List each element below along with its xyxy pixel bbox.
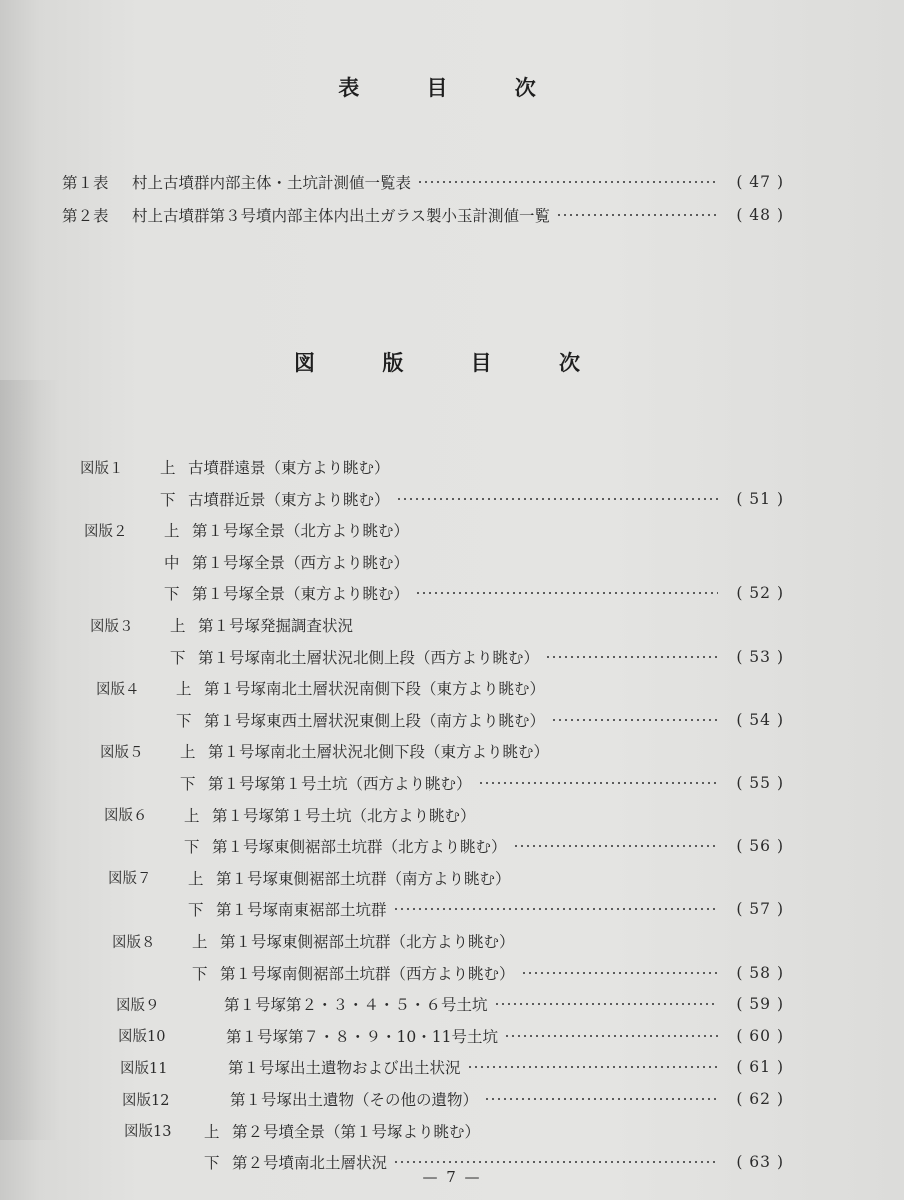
plate-code: 図版９ bbox=[116, 997, 160, 1014]
plate-code: 図版10 bbox=[118, 1029, 166, 1046]
leader-dots bbox=[545, 656, 718, 658]
page-reference: ( 47 ) bbox=[736, 173, 784, 191]
leader-dots bbox=[551, 719, 718, 721]
page-reference: ( 56 ) bbox=[736, 837, 784, 856]
page-reference: ( 60 ) bbox=[736, 1026, 784, 1045]
plate-caption: 第１号塚南北土層状況北側上段（西方より眺む） bbox=[198, 648, 540, 667]
plate-position: 下 bbox=[192, 964, 208, 983]
leader-dots bbox=[521, 972, 718, 974]
plate-entry bbox=[120, 1052, 784, 1082]
plate-caption: 第１号塚南東裾部土坑群 bbox=[216, 901, 387, 920]
plate-caption: 第２号墳全景（第１号塚より眺む） bbox=[232, 1122, 481, 1141]
plate-position: 中 bbox=[164, 553, 180, 572]
plate-position: 下 bbox=[188, 901, 204, 920]
plate-entry bbox=[90, 642, 784, 672]
plate-caption: 第１号塚南側裾部土坑群（西方より眺む） bbox=[220, 964, 515, 983]
leader-dots bbox=[484, 1098, 718, 1100]
leader-dots bbox=[393, 1161, 718, 1163]
plate-entry bbox=[108, 894, 784, 924]
plate-entry bbox=[112, 958, 784, 988]
plate-position: 上 bbox=[192, 933, 208, 951]
plate-position: 下 bbox=[180, 775, 196, 793]
plate-caption: 第１号塚第２・３・４・５・６号土坑 bbox=[224, 996, 488, 1015]
plate-caption: 第１号塚南北土層状況北側下段（東方より眺む） bbox=[208, 743, 550, 762]
plate-entry bbox=[84, 515, 784, 545]
plate-code: 図版11 bbox=[120, 1060, 168, 1077]
plate-entry bbox=[100, 736, 784, 766]
plate-position: 上 bbox=[160, 459, 176, 477]
leader-dots bbox=[556, 214, 718, 216]
plate-entry bbox=[112, 926, 784, 956]
plate-position: 上 bbox=[180, 743, 196, 762]
plate-entry bbox=[108, 863, 784, 893]
plate-caption: 第１号塚全景（北方より眺む） bbox=[192, 522, 410, 541]
plate-caption: 第１号塚出土遺物（その他の遺物） bbox=[230, 1091, 479, 1109]
plate-entry bbox=[104, 800, 784, 830]
plate-caption: 古墳群遠景（東方より眺む） bbox=[188, 459, 390, 477]
plate-entry bbox=[90, 610, 784, 640]
plate-code: 図版６ bbox=[104, 808, 148, 825]
plate-code: 図版５ bbox=[100, 744, 144, 761]
plate-caption: 第２号墳南北土層状況 bbox=[232, 1154, 388, 1173]
tables-heading: 表 目 次 bbox=[338, 75, 566, 100]
leader-dots bbox=[494, 1003, 718, 1005]
table-entry bbox=[62, 167, 784, 197]
plate-entry bbox=[96, 673, 784, 703]
plate-entry bbox=[80, 484, 784, 514]
plate-code: 図版８ bbox=[112, 934, 156, 951]
table-entry bbox=[62, 200, 784, 230]
table-title: 村上古墳群内部主体・土坑計測値一覧表 bbox=[132, 174, 412, 192]
page-reference: ( 51 ) bbox=[736, 489, 784, 508]
plate-position: 下 bbox=[170, 648, 186, 667]
plate-position: 下 bbox=[164, 585, 180, 604]
page-reference: ( 62 ) bbox=[736, 1090, 784, 1108]
plate-code: 図版２ bbox=[84, 523, 128, 540]
plate-code: 図版３ bbox=[90, 618, 134, 635]
page-reference: ( 59 ) bbox=[736, 995, 784, 1014]
page-reference: ( 63 ) bbox=[736, 1153, 784, 1172]
page-reference: ( 52 ) bbox=[736, 584, 784, 603]
page-edge-shadow bbox=[0, 380, 60, 1140]
table-number: 第１表 bbox=[62, 174, 109, 192]
plate-position: 上 bbox=[184, 806, 200, 825]
plate-caption: 第１号塚第１号土坑（北方より眺む） bbox=[212, 806, 476, 825]
plate-entry bbox=[80, 452, 784, 482]
plate-caption: 第１号塚東西土層状況東側上段（南方より眺む） bbox=[204, 711, 546, 730]
plate-entry bbox=[84, 547, 784, 577]
leader-dots bbox=[396, 498, 718, 500]
page-reference: ( 58 ) bbox=[736, 963, 784, 982]
plate-caption: 第１号塚南北土層状況南側下段（東方より眺む） bbox=[204, 680, 546, 699]
table-title: 村上古墳群第３号墳内部主体内出土ガラス製小玉計測値一覧 bbox=[132, 207, 551, 225]
leader-dots bbox=[415, 592, 718, 594]
plate-position: 上 bbox=[164, 522, 180, 541]
plate-entry bbox=[118, 1021, 784, 1051]
leader-dots bbox=[393, 908, 718, 910]
plate-entry bbox=[104, 831, 784, 861]
plate-entry bbox=[96, 705, 784, 735]
plate-caption: 第１号塚発掘調査状況 bbox=[198, 617, 354, 635]
plate-position: 上 bbox=[204, 1122, 220, 1141]
plate-position: 上 bbox=[188, 869, 204, 888]
plate-position: 上 bbox=[176, 680, 192, 699]
plates-heading: 図 版 目 次 bbox=[294, 350, 610, 375]
plate-position: 下 bbox=[160, 490, 176, 509]
plate-caption: 第１号塚第７・８・９・10・11号土坑 bbox=[226, 1027, 498, 1046]
plate-caption: 第１号塚全景（西方より眺む） bbox=[192, 553, 410, 572]
page-reference: ( 55 ) bbox=[736, 774, 784, 792]
plate-position: 上 bbox=[170, 617, 186, 635]
plate-code: 図版４ bbox=[96, 681, 140, 698]
plate-entry bbox=[84, 578, 784, 608]
plate-entry bbox=[116, 989, 784, 1019]
plate-position: 下 bbox=[184, 838, 200, 857]
page-reference: ( 61 ) bbox=[736, 1058, 784, 1077]
plate-caption: 第１号塚東側裾部土坑群（南方より眺む） bbox=[216, 869, 511, 888]
plate-code: 図版13 bbox=[124, 1124, 172, 1141]
leader-dots bbox=[478, 782, 718, 784]
page-reference: ( 57 ) bbox=[736, 900, 784, 919]
plate-caption: 第１号塚東側裾部土坑群（北方より眺む） bbox=[212, 838, 507, 857]
table-number: 第２表 bbox=[62, 207, 109, 225]
plate-entry bbox=[122, 1084, 784, 1114]
page-reference: ( 53 ) bbox=[736, 647, 784, 666]
plate-code: 図版７ bbox=[108, 871, 152, 888]
plate-code: 図版12 bbox=[122, 1092, 170, 1109]
plate-code: 図版１ bbox=[80, 460, 124, 477]
leader-dots bbox=[513, 845, 718, 847]
leader-dots bbox=[467, 1066, 718, 1068]
page-reference: ( 54 ) bbox=[736, 710, 784, 729]
plate-caption: 古墳群近景（東方より眺む） bbox=[188, 490, 390, 509]
plate-caption: 第１号塚出土遺物および出土状況 bbox=[228, 1059, 461, 1078]
plate-caption: 第１号塚東側裾部土坑群（北方より眺む） bbox=[220, 933, 515, 951]
plate-entry bbox=[100, 768, 784, 798]
leader-dots bbox=[504, 1035, 718, 1037]
page-reference: ( 48 ) bbox=[736, 206, 784, 224]
plate-entry bbox=[124, 1116, 784, 1146]
plate-position: 下 bbox=[204, 1154, 220, 1173]
page-number: — 7 — bbox=[422, 1168, 482, 1186]
leader-dots bbox=[417, 181, 718, 183]
plate-caption: 第１号塚全景（東方より眺む） bbox=[192, 585, 410, 604]
plate-caption: 第１号塚第１号土坑（西方より眺む） bbox=[208, 775, 472, 793]
plate-position: 下 bbox=[176, 711, 192, 730]
